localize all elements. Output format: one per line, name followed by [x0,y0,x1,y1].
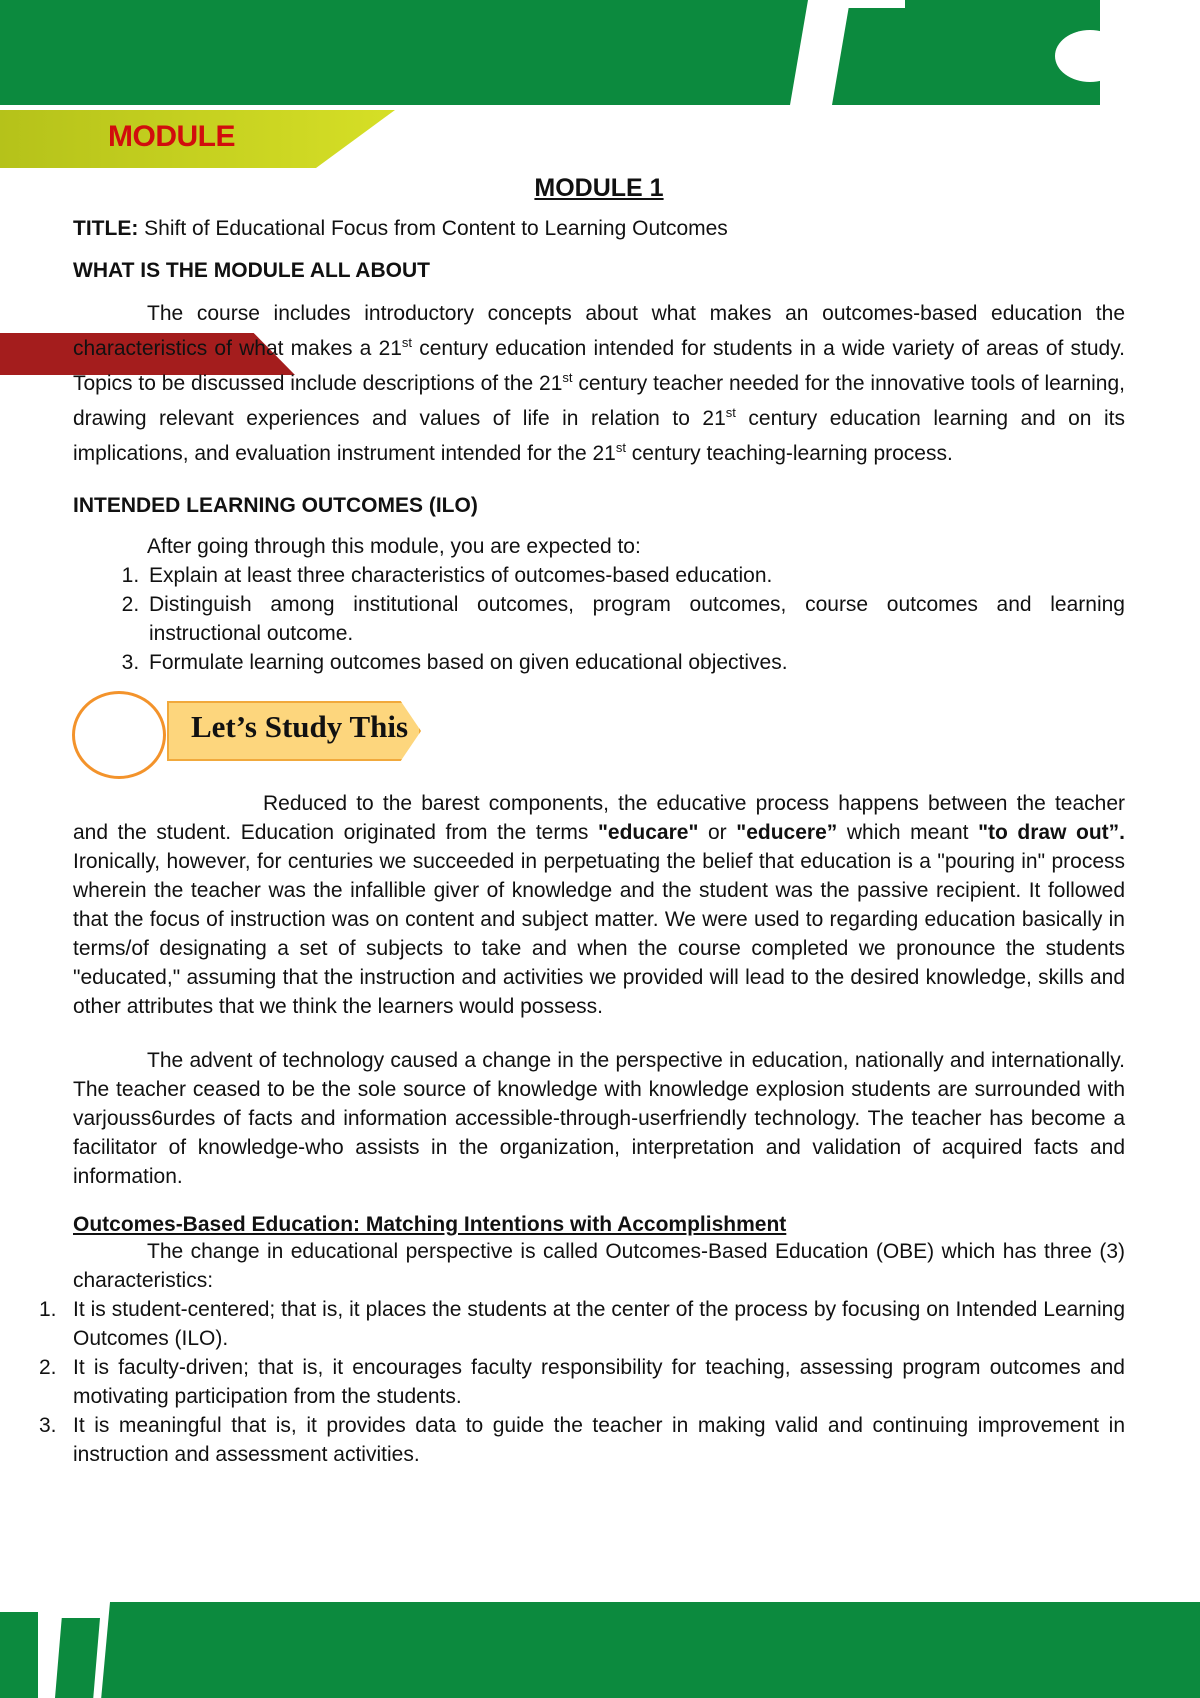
list-item [39,1295,1125,1353]
list-item [39,1411,1125,1469]
text-run: Reduced to the barest components, the educative process happens between the teacher and the student. Education originated from the terms [73,792,1125,844]
module-banner-label: MODULE [108,120,235,153]
document-body [39,170,1125,1469]
list-number: 3. [39,1414,57,1437]
text-run: or [698,821,737,844]
study-paragraph-2: The advent of technology caused a change in the perspective in education, nationally and internationally. The teacher ceased to be the sole source of knowledge with knowledge explosion students are surrounded with varjouss6urdes of facts and information accessible-through-userfriendly technology. The teacher has become a facilitator of knowledge-who assists in the organization, interpretation and validation of acquired facts and information. [73,1049,1125,1188]
footer-left-slash [55,1618,100,1698]
title-line [73,217,1125,241]
term-educare: "educare" [597,821,699,844]
study-label-text: Let’s Study This [191,709,409,744]
ilo-intro: After going through this module, you are expected to: [147,535,641,558]
text-run: Ironically, however, for centuries we succeeded in perpetuating the belief that education is a "pouring in" process wherein the teacher was the infallible giver of knowledge and the student was the passive recipient. It followed that the focus of instruction was on content and subject matter. We were used to regarding education basically in terms/of designating a set of subjects to take and when the course completed we pronounce the students "educated," assuming that the instruction and activities we provided will lead to the desired knowledge, skills and other attributes that we think the learners would possess. [73,850,1125,1018]
header-band [0,0,1200,105]
footer-left-bar [0,1612,38,1698]
about-paragraph: The course includes introductory concepts about what makes an outcomes-based education the characteristics of what makes a 21st century education intended for students in a wide variety of areas of study. Topics to be discussed include descriptions of the 21st century teacher needed for the innovative tools of learning, drawing relevant experiences and values of life in relation to 21st century education learning and on its implications, and evaluation instrument intended for the 21st century teaching-learning process. [73,302,1125,465]
orange-circle-icon [72,691,166,779]
term-draw-out: "to draw out”. [978,821,1125,844]
about-heading: WHAT IS THE MODULE ALL ABOUT [73,259,430,282]
list-item: 2. Distinguish among institutional outcomes, program outcomes, course outcomes and learning instructional outcome. [145,590,1125,648]
lets-study-this-header [73,691,1125,781]
title-text: Shift of Educational Focus from Content to Learning Outcomes [138,217,728,240]
title-label: TITLE: [73,217,139,240]
list-text: It is student-centered; that is, it places the students at the center of the process by focusing on Intended Learning Outcomes (ILO). [73,1298,1125,1350]
header-oval-logo [1055,30,1125,82]
ilo-heading: INTENDED LEARNING OUTCOMES (ILO) [73,494,478,517]
study-paragraph-1 [73,789,1125,1021]
obe-heading: Outcomes-Based Education: Matching Intentions with Accomplishment [73,1213,787,1236]
text-run: which meant [837,821,979,844]
header-notch [835,0,905,8]
footer-band [0,1602,1200,1698]
list-text: It is faculty-driven; that is, it encourages faculty responsibility for teaching, assessing program outcomes and motivating participation from the students. [73,1356,1125,1408]
module-title: MODULE 1 [534,174,664,202]
list-item [39,1353,1125,1411]
list-item: 3. Formulate learning outcomes based on given educational objectives. [145,648,1125,677]
obe-list [39,1295,1125,1469]
list-number: 1. [39,1298,57,1321]
list-text: It is meaningful that is, it provides data to guide the teacher in making valid and continuing improvement in instruction and assessment activities. [73,1414,1125,1466]
list-item: 1. Explain at least three characteristics of outcomes-based education. [145,561,1125,590]
term-educere: "educere” [736,821,838,844]
list-number: 2. [39,1356,57,1379]
ilo-list [73,561,1125,677]
obe-intro: The change in educational perspective is called Outcomes-Based Education (OBE) which has three (3) characteristics: [73,1240,1125,1292]
